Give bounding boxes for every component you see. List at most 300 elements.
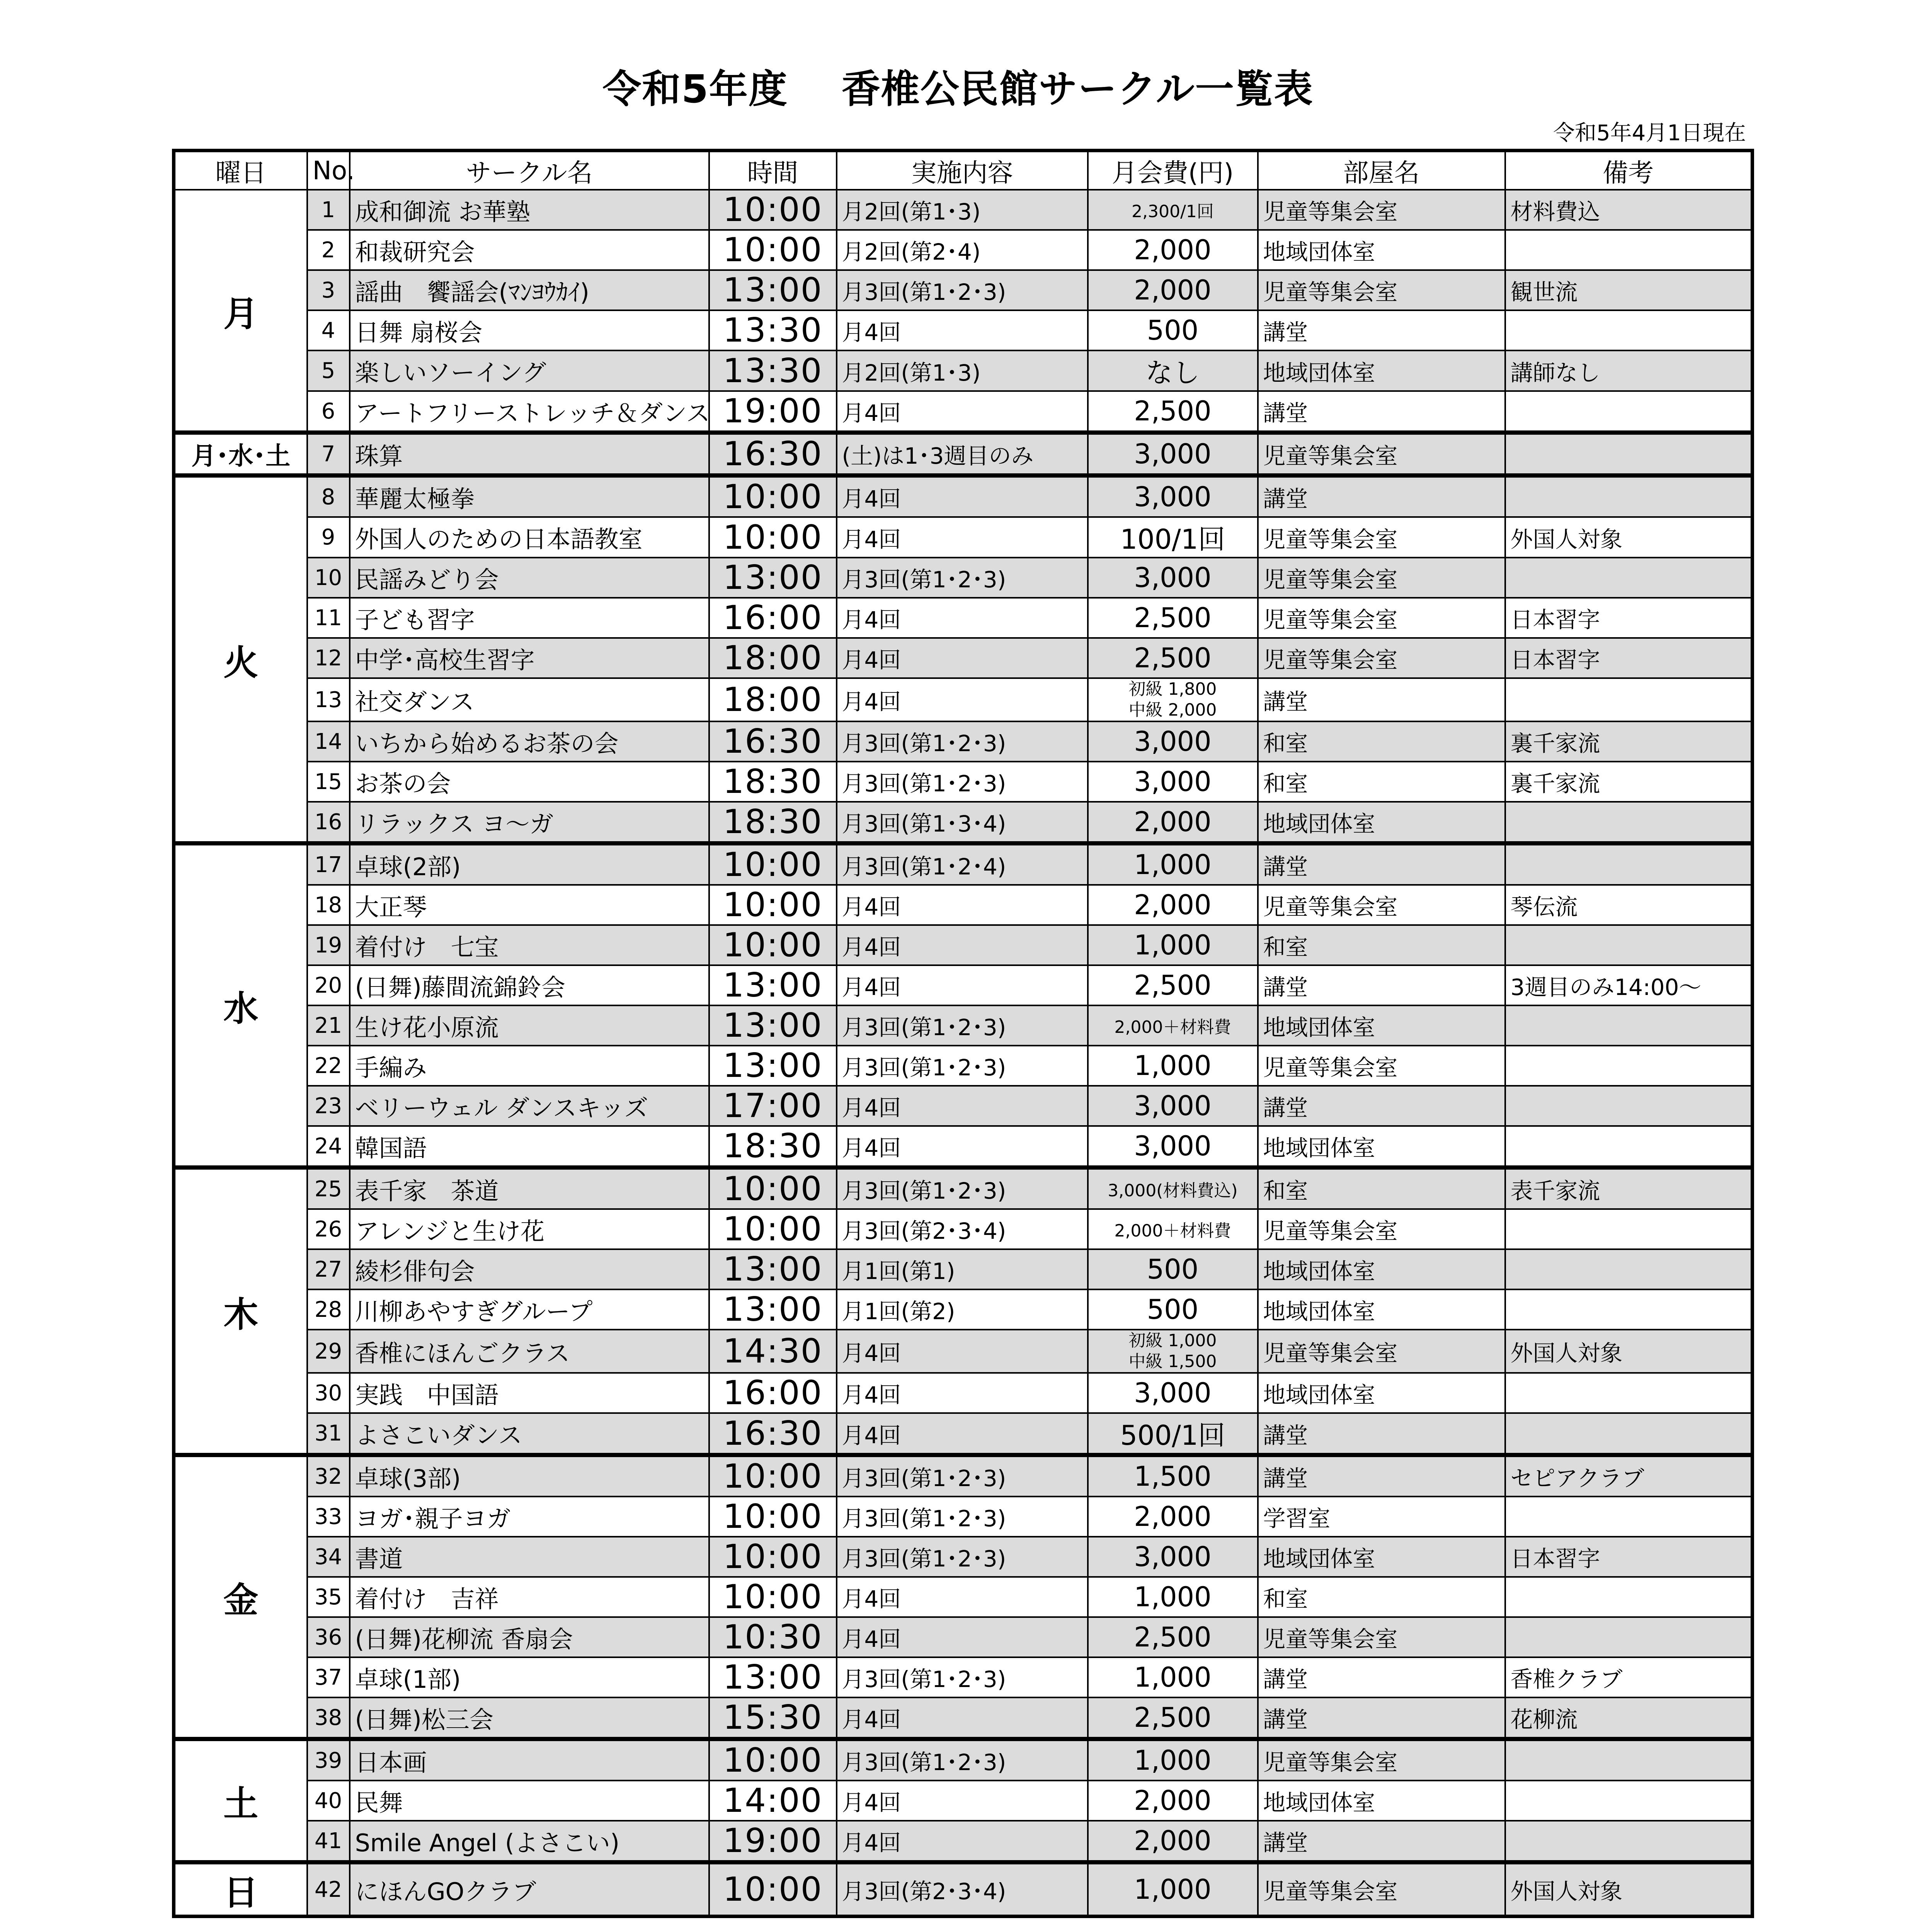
room-name: 児童等集会室 [1258, 1209, 1505, 1249]
table-row [174, 1862, 1753, 1917]
start-time: 10:00 [709, 1862, 837, 1917]
room-name: 児童等集会室 [1258, 638, 1505, 678]
circle-name: お茶の会 [350, 762, 709, 802]
row-number: 8 [307, 476, 350, 517]
row-number: 5 [307, 350, 350, 391]
table-row [174, 350, 1753, 391]
note: 外国人対象 [1505, 1862, 1753, 1917]
room-name: 講堂 [1258, 476, 1505, 517]
monthly-fee: 3,000 [1088, 433, 1258, 476]
schedule: 月1回(第2) [837, 1289, 1088, 1330]
monthly-fee: 1,000 [1088, 1046, 1258, 1086]
monthly-fee: 3,000 [1088, 476, 1258, 517]
circle-name: 韓国語 [350, 1126, 709, 1168]
circle-name: 楽しいソーイング [350, 350, 709, 391]
note [1505, 1046, 1753, 1086]
note: 裏千家流 [1505, 762, 1753, 802]
table-row [174, 802, 1753, 844]
schedule: 月4回 [837, 1126, 1088, 1168]
room-name: 講堂 [1258, 678, 1505, 721]
circle-name: にほんGOクラブ [350, 1862, 709, 1917]
room-name: 講堂 [1258, 1697, 1505, 1739]
header-room: 部屋名 [1258, 151, 1505, 190]
room-name: 児童等集会室 [1258, 1617, 1505, 1657]
schedule: (土)は1･3週目のみ [837, 433, 1088, 476]
circle-name: ヨガ･親子ヨガ [350, 1497, 709, 1537]
start-time: 16:30 [709, 433, 837, 476]
row-number: 42 [307, 1862, 350, 1917]
room-name: 講堂 [1258, 1413, 1505, 1455]
start-time: 13:00 [709, 1289, 837, 1330]
note [1505, 433, 1753, 476]
row-number: 39 [307, 1739, 350, 1781]
note [1505, 230, 1753, 270]
note [1505, 1249, 1753, 1289]
schedule: 月4回 [837, 517, 1088, 558]
note: 外国人対象 [1505, 517, 1753, 558]
monthly-fee: 2,000＋材料費 [1088, 1005, 1258, 1046]
monthly-fee: 2,500 [1088, 1617, 1258, 1657]
monthly-fee: 3,000 [1088, 558, 1258, 598]
room-name: 児童等集会室 [1258, 190, 1505, 230]
circle-name: アートフリーストレッチ＆ダンス [350, 391, 709, 433]
monthly-fee: 2,000 [1088, 802, 1258, 844]
row-number: 3 [307, 270, 350, 310]
table-row [174, 1209, 1753, 1249]
circle-name: 和裁研究会 [350, 230, 709, 270]
as-of-date: 令和5年4月1日現在 [1553, 121, 1746, 146]
header-name: サークル名 [350, 151, 709, 190]
schedule: 月3回(第1･2･4) [837, 844, 1088, 885]
row-number: 11 [307, 598, 350, 638]
row-number: 36 [307, 1617, 350, 1657]
start-time: 13:00 [709, 1046, 837, 1086]
circle-name: 民謡みどり会 [350, 558, 709, 598]
start-time: 13:00 [709, 1657, 837, 1697]
table-row [174, 310, 1753, 350]
note [1505, 1739, 1753, 1781]
note [1505, 310, 1753, 350]
monthly-fee: 100/1回 [1088, 517, 1258, 558]
room-name: 地域団体室 [1258, 230, 1505, 270]
table-row [174, 1455, 1753, 1497]
note [1505, 844, 1753, 885]
circle-name: 生け花小原流 [350, 1005, 709, 1046]
row-number: 32 [307, 1455, 350, 1497]
row-number: 34 [307, 1537, 350, 1577]
room-name: 地域団体室 [1258, 1289, 1505, 1330]
room-name: 講堂 [1258, 1657, 1505, 1697]
row-number: 22 [307, 1046, 350, 1086]
monthly-fee: 3,000 [1088, 1126, 1258, 1168]
note [1505, 476, 1753, 517]
circle-name: 謡曲 饗謡会(ﾏﾝﾖｳｶｲ) [350, 270, 709, 310]
note [1505, 1497, 1753, 1537]
room-name: 地域団体室 [1258, 350, 1505, 391]
row-number: 35 [307, 1577, 350, 1617]
room-name: 講堂 [1258, 391, 1505, 433]
row-number: 13 [307, 678, 350, 721]
fee-line-1: 初級 1,000 [1128, 1331, 1217, 1350]
page-title: 令和5年度 香椎公民館サークル一覧表 [602, 66, 1314, 112]
schedule: 月1回(第1) [837, 1249, 1088, 1289]
room-name: 児童等集会室 [1258, 517, 1505, 558]
monthly-fee: 1,000 [1088, 1739, 1258, 1781]
circle-name: いちから始めるお茶の会 [350, 721, 709, 762]
room-name: 児童等集会室 [1258, 270, 1505, 310]
monthly-fee: 500/1回 [1088, 1413, 1258, 1455]
room-name: 和室 [1258, 925, 1505, 965]
row-number: 7 [307, 433, 350, 476]
room-name: 和室 [1258, 721, 1505, 762]
circle-name: 珠算 [350, 433, 709, 476]
table-row [174, 925, 1753, 965]
monthly-fee: 1,000 [1088, 1657, 1258, 1697]
note: 日本習字 [1505, 1537, 1753, 1577]
circle-name: 川柳あやすぎグループ [350, 1289, 709, 1330]
table-row [174, 476, 1753, 517]
room-name: 児童等集会室 [1258, 598, 1505, 638]
start-time: 10:00 [709, 1168, 837, 1209]
start-time: 10:00 [709, 230, 837, 270]
note [1505, 1781, 1753, 1821]
note [1505, 678, 1753, 721]
monthly-fee [1088, 678, 1258, 721]
circle-name: 中学･高校生習字 [350, 638, 709, 678]
row-number: 12 [307, 638, 350, 678]
note: 講師なし [1505, 350, 1753, 391]
start-time: 17:00 [709, 1086, 837, 1126]
monthly-fee: 2,000 [1088, 1821, 1258, 1862]
row-number: 21 [307, 1005, 350, 1046]
room-name: 地域団体室 [1258, 1126, 1505, 1168]
start-time: 15:30 [709, 1697, 837, 1739]
monthly-fee: 1,000 [1088, 844, 1258, 885]
schedule: 月3回(第2･3･4) [837, 1862, 1088, 1917]
room-name: 児童等集会室 [1258, 1862, 1505, 1917]
day-cell: 月･水･土 [174, 433, 307, 476]
note [1505, 1209, 1753, 1249]
note [1505, 1126, 1753, 1168]
circle-name: 着付け 七宝 [350, 925, 709, 965]
start-time: 18:30 [709, 802, 837, 844]
circle-name: 香椎にほんごクラス [350, 1330, 709, 1373]
note [1505, 925, 1753, 965]
table-row [174, 1126, 1753, 1168]
fee-line-2: 中級 1,500 [1128, 1352, 1217, 1371]
circle-name: 外国人のための日本語教室 [350, 517, 709, 558]
circle-table-body [174, 190, 1753, 1917]
circle-name: よさこいダンス [350, 1413, 709, 1455]
start-time: 16:00 [709, 1373, 837, 1413]
note [1505, 1413, 1753, 1455]
monthly-fee: 2,500 [1088, 598, 1258, 638]
monthly-fee: 3,000 [1088, 721, 1258, 762]
monthly-fee: 500 [1088, 1289, 1258, 1330]
room-name: 講堂 [1258, 965, 1505, 1005]
note: 日本習字 [1505, 598, 1753, 638]
note [1505, 1577, 1753, 1617]
row-number: 10 [307, 558, 350, 598]
fee-line-2: 中級 2,000 [1128, 700, 1217, 720]
circle-name: 日本画 [350, 1739, 709, 1781]
room-name: 児童等集会室 [1258, 1739, 1505, 1781]
monthly-fee: 3,000 [1088, 1373, 1258, 1413]
row-number: 18 [307, 885, 350, 925]
room-name: 地域団体室 [1258, 1537, 1505, 1577]
room-name: 講堂 [1258, 1086, 1505, 1126]
row-number: 33 [307, 1497, 350, 1537]
table-row [174, 270, 1753, 310]
row-number: 17 [307, 844, 350, 885]
monthly-fee: 3,000 [1088, 1537, 1258, 1577]
room-name: 地域団体室 [1258, 1781, 1505, 1821]
start-time: 13:00 [709, 270, 837, 310]
start-time: 10:00 [709, 1577, 837, 1617]
start-time: 14:00 [709, 1781, 837, 1821]
note: 日本習字 [1505, 638, 1753, 678]
schedule: 月4回 [837, 925, 1088, 965]
circle-name: 華麗太極拳 [350, 476, 709, 517]
row-number: 14 [307, 721, 350, 762]
row-number: 24 [307, 1126, 350, 1168]
day-cell: 金 [174, 1455, 307, 1739]
monthly-fee: 2,500 [1088, 638, 1258, 678]
day-cell: 火 [174, 476, 307, 844]
note [1505, 1289, 1753, 1330]
circle-name: 子ども習字 [350, 598, 709, 638]
start-time: 18:30 [709, 1126, 837, 1168]
note [1505, 802, 1753, 844]
monthly-fee: 2,000 [1088, 885, 1258, 925]
table-row [174, 517, 1753, 558]
schedule: 月3回(第1･3･4) [837, 802, 1088, 844]
table-row [174, 678, 1753, 721]
schedule: 月4回 [837, 678, 1088, 721]
row-number: 37 [307, 1657, 350, 1697]
start-time: 10:00 [709, 1497, 837, 1537]
schedule: 月4回 [837, 310, 1088, 350]
row-number: 41 [307, 1821, 350, 1862]
table-row [174, 391, 1753, 433]
schedule: 月4回 [837, 1086, 1088, 1126]
schedule: 月3回(第1･2･3) [837, 558, 1088, 598]
schedule: 月4回 [837, 476, 1088, 517]
note [1505, 1617, 1753, 1657]
table-row [174, 1413, 1753, 1455]
schedule: 月3回(第1･2･3) [837, 270, 1088, 310]
monthly-fee: なし [1088, 350, 1258, 391]
fee-line-1: 初級 1,800 [1128, 679, 1217, 699]
start-time: 10:00 [709, 517, 837, 558]
room-name: 児童等集会室 [1258, 433, 1505, 476]
table-row [174, 721, 1753, 762]
room-name: 学習室 [1258, 1497, 1505, 1537]
schedule: 月3回(第2･3･4) [837, 1209, 1088, 1249]
table-row [174, 230, 1753, 270]
day-cell: 土 [174, 1739, 307, 1862]
schedule: 月4回 [837, 885, 1088, 925]
circle-name: 民舞 [350, 1781, 709, 1821]
table-row [174, 433, 1753, 476]
schedule: 月4回 [837, 391, 1088, 433]
circle-name: Smile Angel (よさこい) [350, 1821, 709, 1862]
table-header-row [174, 151, 1753, 190]
start-time: 13:00 [709, 1249, 837, 1289]
table-row [174, 1577, 1753, 1617]
note [1505, 1373, 1753, 1413]
start-time: 18:00 [709, 678, 837, 721]
note: 表千家流 [1505, 1168, 1753, 1209]
start-time: 10:30 [709, 1617, 837, 1657]
circle-name: 社交ダンス [350, 678, 709, 721]
monthly-fee: 3,000 [1088, 1086, 1258, 1126]
monthly-fee: 3,000(材料費込) [1088, 1168, 1258, 1209]
start-time: 16:30 [709, 721, 837, 762]
table-row [174, 1373, 1753, 1413]
table-row [174, 1537, 1753, 1577]
row-number: 25 [307, 1168, 350, 1209]
table-row [174, 885, 1753, 925]
schedule: 月4回 [837, 1821, 1088, 1862]
schedule: 月2回(第1･3) [837, 350, 1088, 391]
row-number: 31 [307, 1413, 350, 1455]
schedule: 月4回 [837, 1330, 1088, 1373]
room-name: 講堂 [1258, 1455, 1505, 1497]
table-row [174, 1330, 1753, 1373]
row-number: 38 [307, 1697, 350, 1739]
table-row [174, 1617, 1753, 1657]
circle-name: (日舞)松三会 [350, 1697, 709, 1739]
circle-name: 実践 中国語 [350, 1373, 709, 1413]
circle-name: アレンジと生け花 [350, 1209, 709, 1249]
start-time: 10:00 [709, 925, 837, 965]
circle-name: 大正琴 [350, 885, 709, 925]
row-number: 9 [307, 517, 350, 558]
table-row [174, 638, 1753, 678]
table-row [174, 1168, 1753, 1209]
note [1505, 1821, 1753, 1862]
row-number: 15 [307, 762, 350, 802]
schedule: 月2回(第2･4) [837, 230, 1088, 270]
header-schedule: 実施内容 [837, 151, 1088, 190]
note: 琴伝流 [1505, 885, 1753, 925]
room-name: 地域団体室 [1258, 1005, 1505, 1046]
table-row [174, 558, 1753, 598]
start-time: 10:00 [709, 1739, 837, 1781]
schedule: 月3回(第1･2･3) [837, 762, 1088, 802]
room-name: 講堂 [1258, 310, 1505, 350]
table-row [174, 190, 1753, 230]
note [1505, 1086, 1753, 1126]
circle-name: リラックス ヨ～ガ [350, 802, 709, 844]
monthly-fee: 1,500 [1088, 1455, 1258, 1497]
row-number: 28 [307, 1289, 350, 1330]
start-time: 18:00 [709, 638, 837, 678]
start-time: 13:00 [709, 1005, 837, 1046]
start-time: 10:00 [709, 190, 837, 230]
schedule: 月4回 [837, 1781, 1088, 1821]
table-row [174, 598, 1753, 638]
circle-name: 綾杉俳句会 [350, 1249, 709, 1289]
table-row [174, 965, 1753, 1005]
schedule: 月3回(第1･2･3) [837, 1455, 1088, 1497]
table-row [174, 1657, 1753, 1697]
table-row [174, 762, 1753, 802]
schedule: 月3回(第1･2･3) [837, 1739, 1088, 1781]
room-name: 地域団体室 [1258, 1249, 1505, 1289]
circle-name: 卓球(3部) [350, 1455, 709, 1497]
table-row [174, 1249, 1753, 1289]
start-time: 10:00 [709, 476, 837, 517]
note [1505, 1005, 1753, 1046]
room-name: 児童等集会室 [1258, 1046, 1505, 1086]
start-time: 19:00 [709, 391, 837, 433]
row-number: 26 [307, 1209, 350, 1249]
schedule: 月4回 [837, 1617, 1088, 1657]
table-row [174, 1821, 1753, 1862]
start-time: 10:00 [709, 844, 837, 885]
circle-name: (日舞)花柳流 香扇会 [350, 1617, 709, 1657]
schedule: 月3回(第1･2･3) [837, 1046, 1088, 1086]
circle-name: 成和御流 お華塾 [350, 190, 709, 230]
room-name: 地域団体室 [1258, 1373, 1505, 1413]
monthly-fee: 2,000 [1088, 270, 1258, 310]
row-number: 27 [307, 1249, 350, 1289]
table-row [174, 1697, 1753, 1739]
start-time: 13:30 [709, 310, 837, 350]
row-number: 19 [307, 925, 350, 965]
room-name: 地域団体室 [1258, 802, 1505, 844]
schedule: 月3回(第1･2･3) [837, 721, 1088, 762]
row-number: 4 [307, 310, 350, 350]
schedule: 月3回(第1･2･3) [837, 1657, 1088, 1697]
schedule: 月4回 [837, 1373, 1088, 1413]
header-fee: 月会費(円) [1088, 151, 1258, 190]
note: 材料費込 [1505, 190, 1753, 230]
monthly-fee: 3,000 [1088, 762, 1258, 802]
note [1505, 558, 1753, 598]
note [1505, 391, 1753, 433]
schedule: 月4回 [837, 1697, 1088, 1739]
start-time: 10:00 [709, 1209, 837, 1249]
table-row [174, 844, 1753, 885]
row-number: 29 [307, 1330, 350, 1373]
monthly-fee: 1,000 [1088, 1577, 1258, 1617]
row-number: 6 [307, 391, 350, 433]
start-time: 10:00 [709, 1455, 837, 1497]
note: 裏千家流 [1505, 721, 1753, 762]
monthly-fee: 1,000 [1088, 1862, 1258, 1917]
header-day: 曜日 [174, 151, 307, 190]
schedule: 月4回 [837, 598, 1088, 638]
room-name: 児童等集会室 [1258, 1330, 1505, 1373]
circle-name: 手編み [350, 1046, 709, 1086]
monthly-fee: 2,000 [1088, 1781, 1258, 1821]
row-number: 2 [307, 230, 350, 270]
note: 外国人対象 [1505, 1330, 1753, 1373]
start-time: 13:00 [709, 965, 837, 1005]
room-name: 和室 [1258, 762, 1505, 802]
start-time: 14:30 [709, 1330, 837, 1373]
start-time: 18:30 [709, 762, 837, 802]
room-name: 和室 [1258, 1577, 1505, 1617]
circle-name: 表千家 茶道 [350, 1168, 709, 1209]
room-name: 講堂 [1258, 844, 1505, 885]
circle-name: (日舞)藤間流錦鈴会 [350, 965, 709, 1005]
note: セピアクラブ [1505, 1455, 1753, 1497]
table-row [174, 1289, 1753, 1330]
